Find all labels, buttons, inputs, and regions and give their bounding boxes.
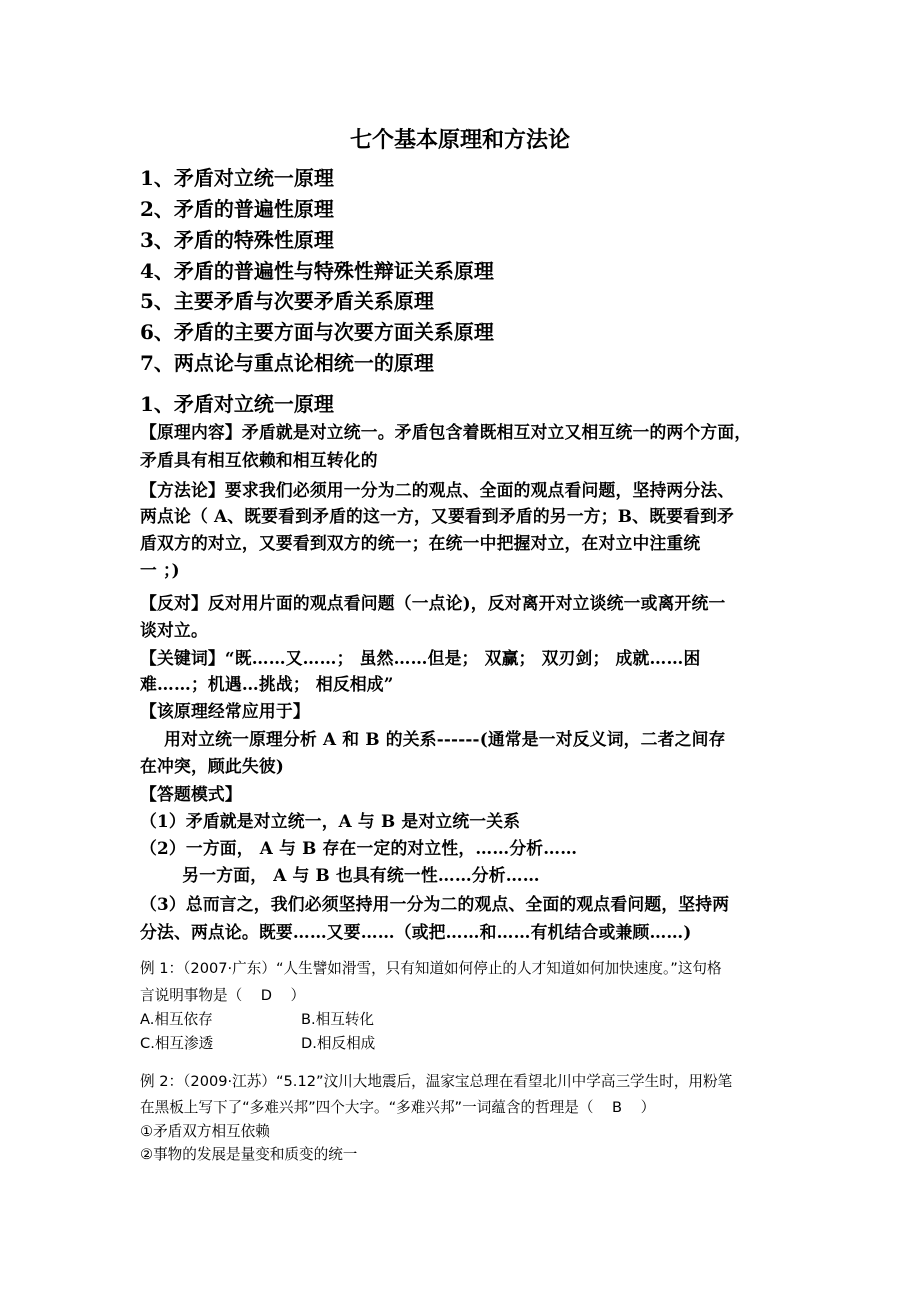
body-line: 在冲突，顾此失彼) bbox=[140, 756, 284, 776]
example-1-question: 例 1：（2007·广东）“人生譬如滑雪，只有知道如何停止的人才知道如何加快速度。”这句格 bbox=[140, 960, 722, 977]
example-1-option-d: D.相反相成 bbox=[301, 1035, 376, 1052]
example-2-item: ②事物的发展是量变和质变的统一 bbox=[140, 1146, 358, 1163]
body-line: 两点论（ A、既要看到矛盾的这一方，又要看到矛盾的另一方；B、既要看到矛 bbox=[140, 506, 735, 526]
body-line: （3）总而言之，我们必须坚持用一分为二的观点、全面的观点看问题，坚持两 bbox=[140, 894, 730, 914]
document-title: 七个基本原理和方法论 bbox=[349, 127, 570, 153]
body-line: 【反对】反对用片面的观点看问题（一点论)，反对离开对立谈统一或离开统一 bbox=[140, 593, 726, 613]
body-line: 分法、两点论。既要……又要……（或把……和……有机结合或兼顾……) bbox=[140, 922, 692, 942]
section-heading: 1、矛盾对立统一原理 bbox=[140, 392, 334, 416]
body-line: 【该原理经常应用于】 bbox=[140, 701, 310, 721]
example-1-option-a: A.相互依存 bbox=[140, 1011, 213, 1028]
body-line: 用对立统一原理分析 A 和 B 的关系------(通常是一对反义词，二者之间存 bbox=[140, 729, 726, 749]
toc-item: 1、矛盾对立统一原理 bbox=[140, 166, 334, 190]
example-2-question: 在黑板上写下了“多难兴邦”四个大字。“多难兴邦”一词蕴含的哲理是（ B ） bbox=[140, 1099, 656, 1116]
example-2-item: ①矛盾双方相互依赖 bbox=[140, 1123, 270, 1140]
body-line: 谈对立。 bbox=[140, 620, 208, 640]
body-line: （2）一方面， A 与 B 存在一定的对立性，……分析…… bbox=[140, 838, 578, 858]
body-line: 【方法论】要求我们必须用一分为二的观点、全面的观点看问题，坚持两分法、 bbox=[140, 480, 735, 500]
example-1-option-b: B.相互转化 bbox=[301, 1011, 375, 1028]
toc-item: 4、矛盾的普遍性与特殊性辩证关系原理 bbox=[140, 259, 494, 283]
body-line: （1）矛盾就是对立统一，A 与 B 是对立统一关系 bbox=[140, 811, 521, 831]
toc-item: 2、矛盾的普遍性原理 bbox=[140, 197, 334, 221]
example-1-question: 言说明事物是（ D ） bbox=[140, 987, 306, 1004]
body-line: 【原理内容】矛盾就是对立统一。矛盾包含着既相互对立又相互统一的两个方面， bbox=[140, 422, 752, 442]
body-line: 【关键词】“既……又……； 虽然……但是； 双赢； 双刃剑； 成就……困 bbox=[140, 648, 701, 668]
toc-item: 3、矛盾的特殊性原理 bbox=[140, 228, 334, 252]
body-line: 矛盾具有相互依赖和相互转化的 bbox=[140, 450, 378, 470]
body-line: 盾双方的对立，又要看到双方的统一；在统一中把握对立，在对立中注重统 bbox=[140, 533, 701, 553]
toc-item: 7、两点论与重点论相统一的原理 bbox=[140, 351, 434, 375]
body-line: 难……；机遇…挑战； 相反相成” bbox=[140, 674, 394, 694]
toc-item: 6、矛盾的主要方面与次要方面关系原理 bbox=[140, 320, 494, 344]
toc-item: 5、主要矛盾与次要矛盾关系原理 bbox=[140, 289, 434, 313]
example-1-option-c: C.相互渗透 bbox=[140, 1035, 214, 1052]
body-line: 另一方面， A 与 B 也具有统一性……分析…… bbox=[140, 865, 540, 885]
body-line: 【答题模式】 bbox=[140, 784, 242, 804]
example-2-question: 例 2：（2009·江苏）“5.12”汶川大地震后，温家宝总理在看望北川中学高三学生时，用粉笔 bbox=[140, 1073, 733, 1090]
body-line: 一 ；) bbox=[140, 560, 180, 580]
